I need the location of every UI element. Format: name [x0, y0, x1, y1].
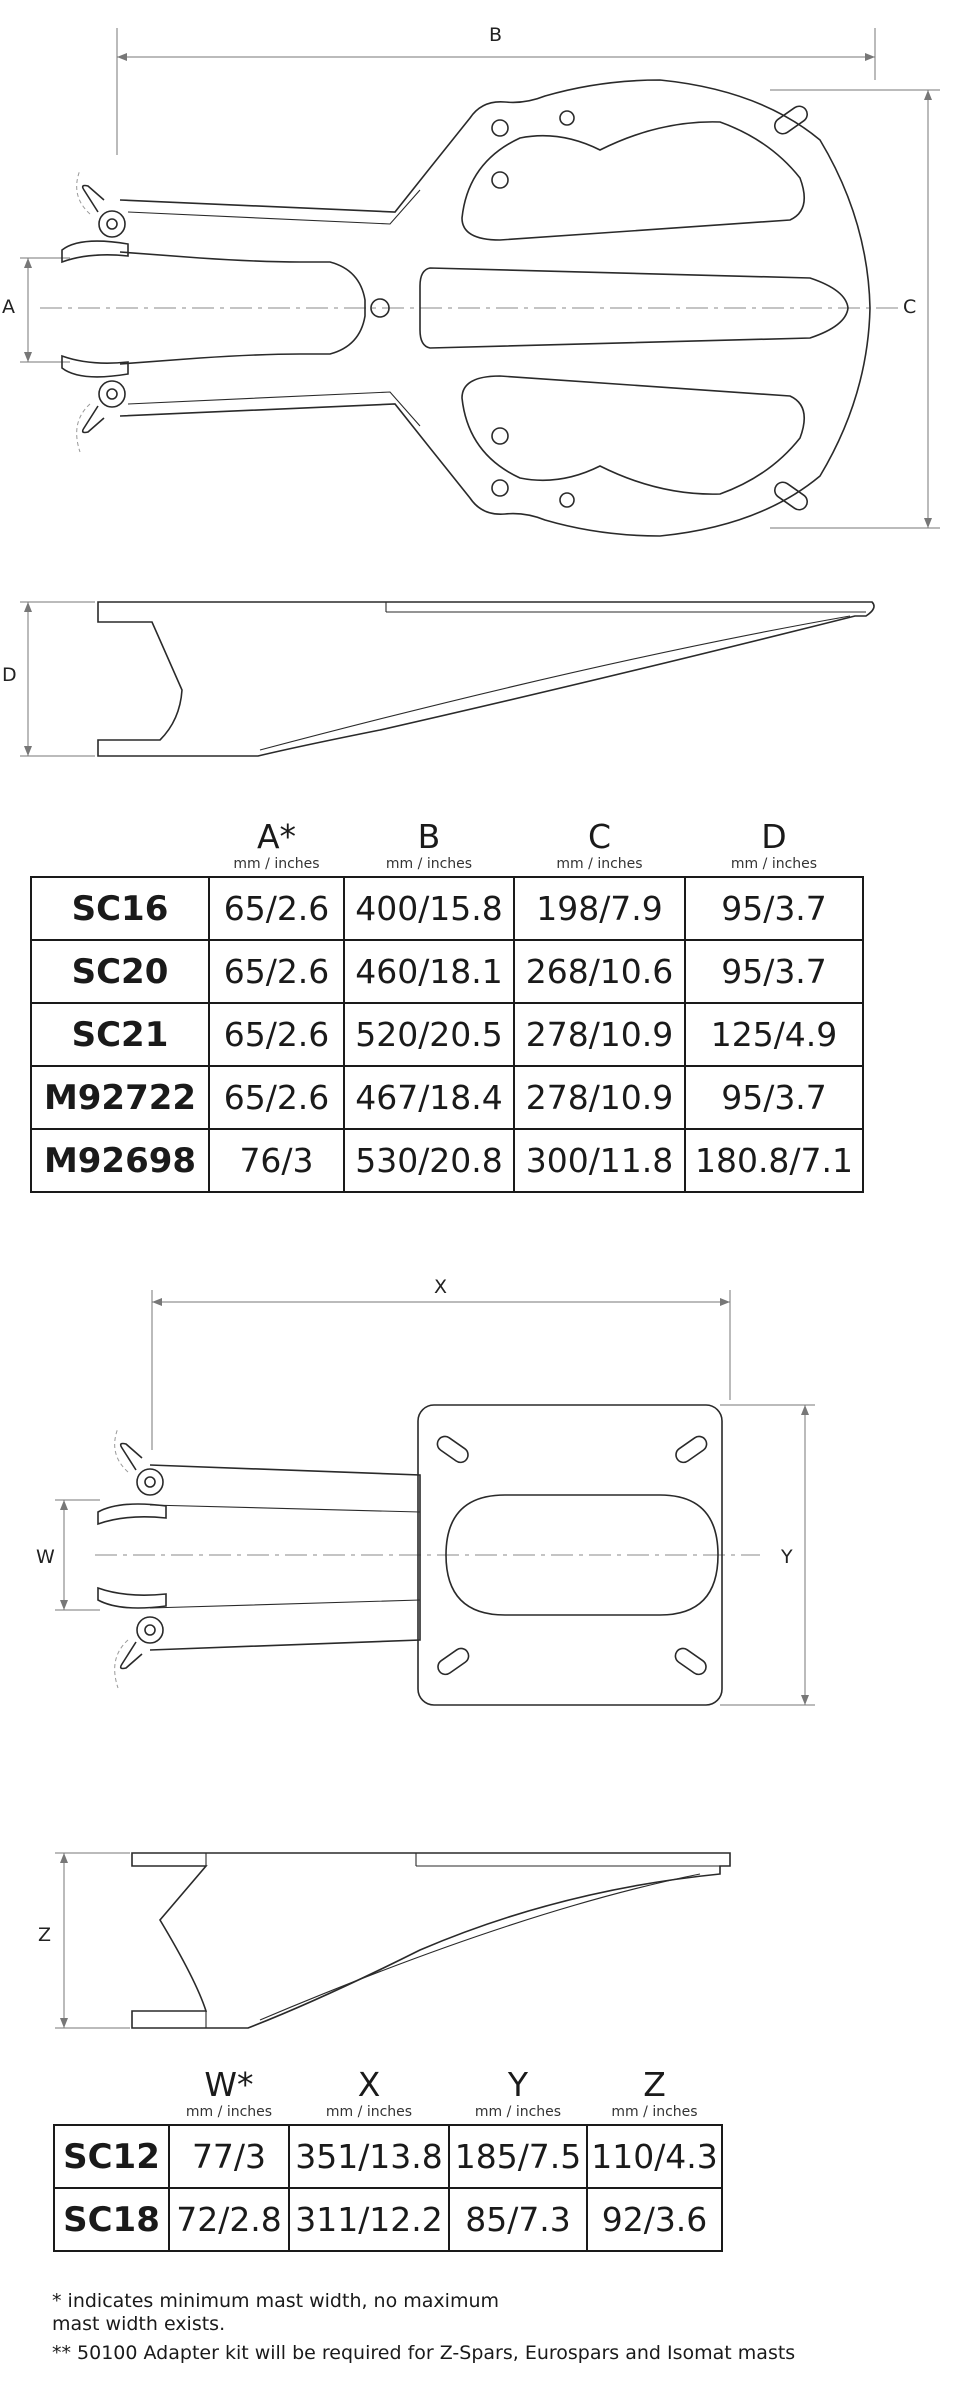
- cell-w: 77/3: [169, 2125, 289, 2188]
- hole-bottom-small: [560, 493, 574, 507]
- table-row: [31, 877, 863, 940]
- cell-c: 278/10.9: [514, 1066, 685, 1129]
- lower-cutout: [462, 376, 804, 494]
- cell-a: 65/2.6: [209, 1003, 344, 1066]
- cell-z: 92/3.6: [587, 2188, 722, 2251]
- dim-label-w: W: [36, 1546, 55, 1568]
- column-header-x: X mm / inches: [325, 2065, 413, 2120]
- model-name: SC18: [54, 2188, 169, 2251]
- cell-d: 95/3.7: [685, 940, 863, 1003]
- cell-c: 300/11.8: [514, 1129, 685, 1192]
- footnote-1-line-1: * indicates minimum mast width, no maximum: [52, 2290, 500, 2312]
- cell-a: 65/2.6: [209, 877, 344, 940]
- hole-bottom-left: [492, 480, 508, 496]
- cell-y: 85/7.3: [449, 2188, 587, 2251]
- footnote-1-line-2: mast width exists.: [52, 2313, 226, 2335]
- dimensions-table-1: [30, 817, 864, 1193]
- model-name: M92722: [31, 1066, 209, 1129]
- cell-x: 351/13.8: [289, 2125, 449, 2188]
- top-plan-view-drawing: [0, 0, 957, 560]
- cell-b: 467/18.4: [344, 1066, 514, 1129]
- side-profile: [98, 602, 874, 756]
- top-side-view-drawing: [0, 560, 957, 780]
- dimension-b-line: [117, 28, 875, 155]
- dimensions-table-2: [53, 2065, 723, 2252]
- cell-b: 520/20.5: [344, 1003, 514, 1066]
- column-header-y: Y mm / inches: [474, 2065, 562, 2120]
- cell-b: 460/18.1: [344, 940, 514, 1003]
- upper-cutout: [462, 122, 804, 240]
- dim-label-c: C: [903, 296, 917, 318]
- column-header-a: A* mm / inches: [233, 817, 320, 872]
- dim-label-b: B: [489, 24, 503, 46]
- cell-d: 95/3.7: [685, 877, 863, 940]
- model-name: SC12: [54, 2125, 169, 2188]
- table-row: [31, 1129, 863, 1192]
- side-profile: [132, 1853, 730, 2028]
- hole-top-left: [492, 120, 508, 136]
- cell-c: 268/10.6: [514, 940, 685, 1003]
- dim-label-d: D: [2, 664, 17, 686]
- column-header-b: B mm / inches: [385, 817, 473, 872]
- hole-top-low: [492, 172, 508, 188]
- cell-d: 95/3.7: [685, 1066, 863, 1129]
- slot-hole-top-right: [673, 1434, 709, 1466]
- cell-c: 278/10.9: [514, 1003, 685, 1066]
- cell-a: 65/2.6: [209, 940, 344, 1003]
- dim-label-a: A: [2, 296, 15, 318]
- table-row: [54, 2125, 722, 2188]
- pivot-jaw-lower: [62, 356, 128, 452]
- dimension-a-line: [20, 258, 70, 362]
- cell-y: 185/7.5: [449, 2125, 587, 2188]
- dimension-x-line: [152, 1290, 730, 1450]
- column-header-c: C mm / inches: [556, 817, 643, 872]
- table-1-header-row: [31, 820, 863, 877]
- dimension-d-line: [20, 602, 95, 756]
- cell-w: 72/2.8: [169, 2188, 289, 2251]
- cell-x: 311/12.2: [289, 2188, 449, 2251]
- dim-label-z: Z: [38, 1924, 52, 1946]
- dimension-z-line: [55, 1853, 130, 2028]
- pivot-jaw-upper: [98, 1428, 166, 1524]
- cell-c: 198/7.9: [514, 877, 685, 940]
- model-name: SC20: [31, 940, 209, 1003]
- pivot-jaw-upper: [62, 170, 128, 262]
- dimension-w-line: [55, 1500, 100, 1610]
- table-row: [31, 1003, 863, 1066]
- table-2-header-row: [54, 2068, 722, 2125]
- cell-b: 530/20.8: [344, 1129, 514, 1192]
- hole-bottom-low: [492, 428, 508, 444]
- slot-hole-top-left: [434, 1434, 470, 1466]
- footnote-1: [52, 2290, 499, 2336]
- model-name: SC21: [31, 1003, 209, 1066]
- column-header-d: D mm / inches: [730, 817, 818, 872]
- cell-z: 110/4.3: [587, 2125, 722, 2188]
- cell-d: 125/4.9: [685, 1003, 863, 1066]
- arm-outline: [150, 1465, 420, 1650]
- bottom-side-view-drawing: [0, 1830, 957, 2050]
- column-header-z: Z mm / inches: [611, 2065, 698, 2120]
- cell-d: 180.8/7.1: [685, 1129, 863, 1192]
- column-header-w: W* mm / inches: [185, 2065, 273, 2120]
- table-row: [31, 1066, 863, 1129]
- footnote-2: ** 50100 Adapter kit will be required for Z-Spars, Eurospars and Isomat masts: [52, 2342, 796, 2364]
- cell-b: 400/15.8: [344, 877, 514, 940]
- cell-a: 76/3: [209, 1129, 344, 1192]
- table-row: [54, 2188, 722, 2251]
- dim-label-x: X: [434, 1276, 448, 1298]
- model-name: M92698: [31, 1129, 209, 1192]
- slot-hole-bottom-left: [435, 1646, 471, 1678]
- table-row: [31, 940, 863, 1003]
- cell-a: 65/2.6: [209, 1066, 344, 1129]
- pivot-jaw-lower: [98, 1588, 166, 1688]
- dim-label-y: Y: [781, 1546, 793, 1568]
- slot-hole-bottom-right: [672, 1646, 708, 1678]
- hole-top-small: [560, 111, 574, 125]
- model-name: SC16: [31, 877, 209, 940]
- bottom-plan-view-drawing: [0, 1250, 957, 1730]
